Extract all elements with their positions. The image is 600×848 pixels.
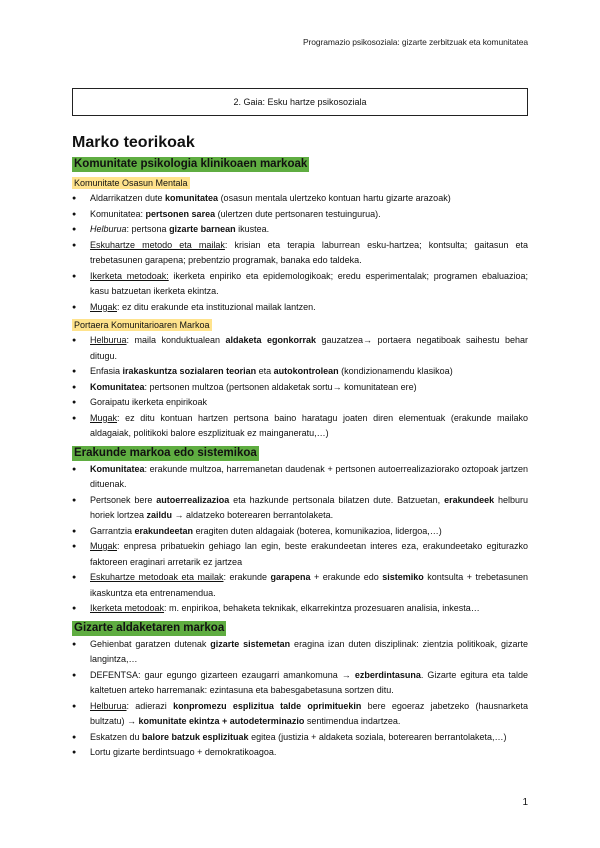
page-number: 1 — [522, 797, 528, 808]
list-item: ● Mugak: ez ditu kontuan hartzen pertsona baino haratagu joaten diren elementuak (erakunde mailako aldagaiak, politikoki balore eszplizituak ez mainganeratu,…) — [72, 411, 528, 442]
section-title: Gizarte aldaketaren markoa — [74, 621, 225, 634]
list-item: ● Komunitatea: pertsonen sarea (ulertzen dute pertsonaren testuingurua). — [72, 207, 528, 223]
list-item: ● Enfasia irakaskuntza sozialaren teorian eta autokontrolean (kondizionamendu klasikoa) — [72, 364, 528, 380]
list-item: ● Pertsonek bere autoerrealizazioa eta hazkunde pertsonala bilatzen dute. Batzuetan, erakundeek helburu horiek lortzea zaildu → aldatzeko boterearen berrantolaketa. — [72, 493, 528, 524]
topic-box: 2. Gaia: Esku hartze psikosoziala — [72, 88, 528, 116]
subsection-title: Portaera Komunitarioaren Markoa — [74, 320, 210, 330]
list-item: ● Helburua: pertsona gizarte barnean ikustea. — [72, 222, 528, 238]
bullet-list — [72, 462, 528, 617]
section-organizational — [72, 443, 528, 617]
list-item: ● Eskuhartze metodoak eta mailak: erakunde garapena + erakunde edo sistemiko kontsulta + trebetasunen ikaskuntza eta entrenamendua. — [72, 570, 528, 601]
list-item: ● Komunitatea: erakunde multzoa, harremanetan daudenak + pertsonen autoerrealizaziorako oztopoak jartzen dituenak. — [72, 462, 528, 493]
list-item: ● Aldarrikatzen dute komunitatea (osasun mentala ulertzeko kontuan hartu gizarte arazoak) — [72, 191, 528, 207]
section-title: Erakunde markoa edo sistemikoa — [74, 446, 257, 459]
list-item: ● Komunitatea: pertsonen multzoa (pertsonen aldaketak sortu→ komunitatean ere) — [72, 380, 528, 396]
list-item: ● Helburua: adierazi konpromezu esplizitua talde oprimituekin bere egoeraz jabetzeko (hausnarketa bultzatu) → komunitate ekintza + autodeterminazio sentimendua indartzea. — [72, 699, 528, 730]
list-item: ● Helburua: maila konduktualean aldaketa egonkorrak gauzatzea→ portaera negatiboak saihestu behar ditugu. — [72, 333, 528, 364]
section-title: Komunitate psikologia klinikoaen markoak — [74, 158, 308, 170]
list-item: ● Gehienbat garatzen dutenak gizarte sistemetan eragina izan duten disziplinak: zientzia politikoak, gizarte langintza,… — [72, 637, 528, 668]
list-item: ● Eskuhartze metodo eta mailak: krisian eta terapia laburrean esku-hartzea; kontsulta; gaitasun eta trebetasunen garapena; prebentzio programak, banaka edo taldeka. — [72, 238, 528, 269]
list-item: ● Goraipatu ikerketa enpirikoak — [72, 395, 528, 411]
list-item: ● Ikerketa metodoak: m. enpirikoa, behaketa teknikak, elkarrekintza prozesuaren analisia, inkesta… — [72, 601, 528, 617]
bullet-list — [72, 637, 528, 761]
bullet-list — [72, 333, 528, 442]
list-item: ● Mugak: ez ditu erakunde eta instituzional mailak lantzen. — [72, 300, 528, 316]
subsection-title: Komunitate Osasun Mentala — [74, 178, 188, 188]
page-title: Marko teorikoak — [72, 134, 195, 151]
page-content — [72, 133, 528, 761]
section-social-change — [72, 618, 528, 761]
list-item: ● Mugak: enpresa pribatuekin gehiago lan egin, beste erakundeetan interes eza, erakundeetako egiturazko faktoreen eraginari arretarik ez jartzea — [72, 539, 528, 570]
section-clinical — [72, 154, 528, 442]
list-item: ● Eskatzen du balore batzuk esplizituak egitea (justizia + aldaketa soziala, boterearen berrantolaketa,…) — [72, 730, 528, 746]
list-item: ● Ikerketa metodoak: ikerketa enpiriko eta epidemologikoak; eredu esperimentalak; programen ebaluazioa; kasu batzuetan ikerketa ekintza. — [72, 269, 528, 300]
bullet-list — [72, 191, 528, 315]
list-item: ● Garrantzia erakundeetan eragiten duten aldagaiak (boterea, komunikazioa, lidergoa,…) — [72, 524, 528, 540]
running-header: Programazio psikosoziala: gizarte zerbitzuak eta komunitatea — [302, 37, 528, 47]
list-item: ● DEFENTSA: gaur egungo gizarteen ezaugarri amankomuna → ezberdintasuna. Gizarte egitura eta talde kaltetuen arteko harremanak: ezintasuna eta babesgabetasuna sortzen ditu. — [72, 668, 528, 699]
list-item: ● Lortu gizarte berdintsuago + demokratikoagoa. — [72, 745, 528, 761]
